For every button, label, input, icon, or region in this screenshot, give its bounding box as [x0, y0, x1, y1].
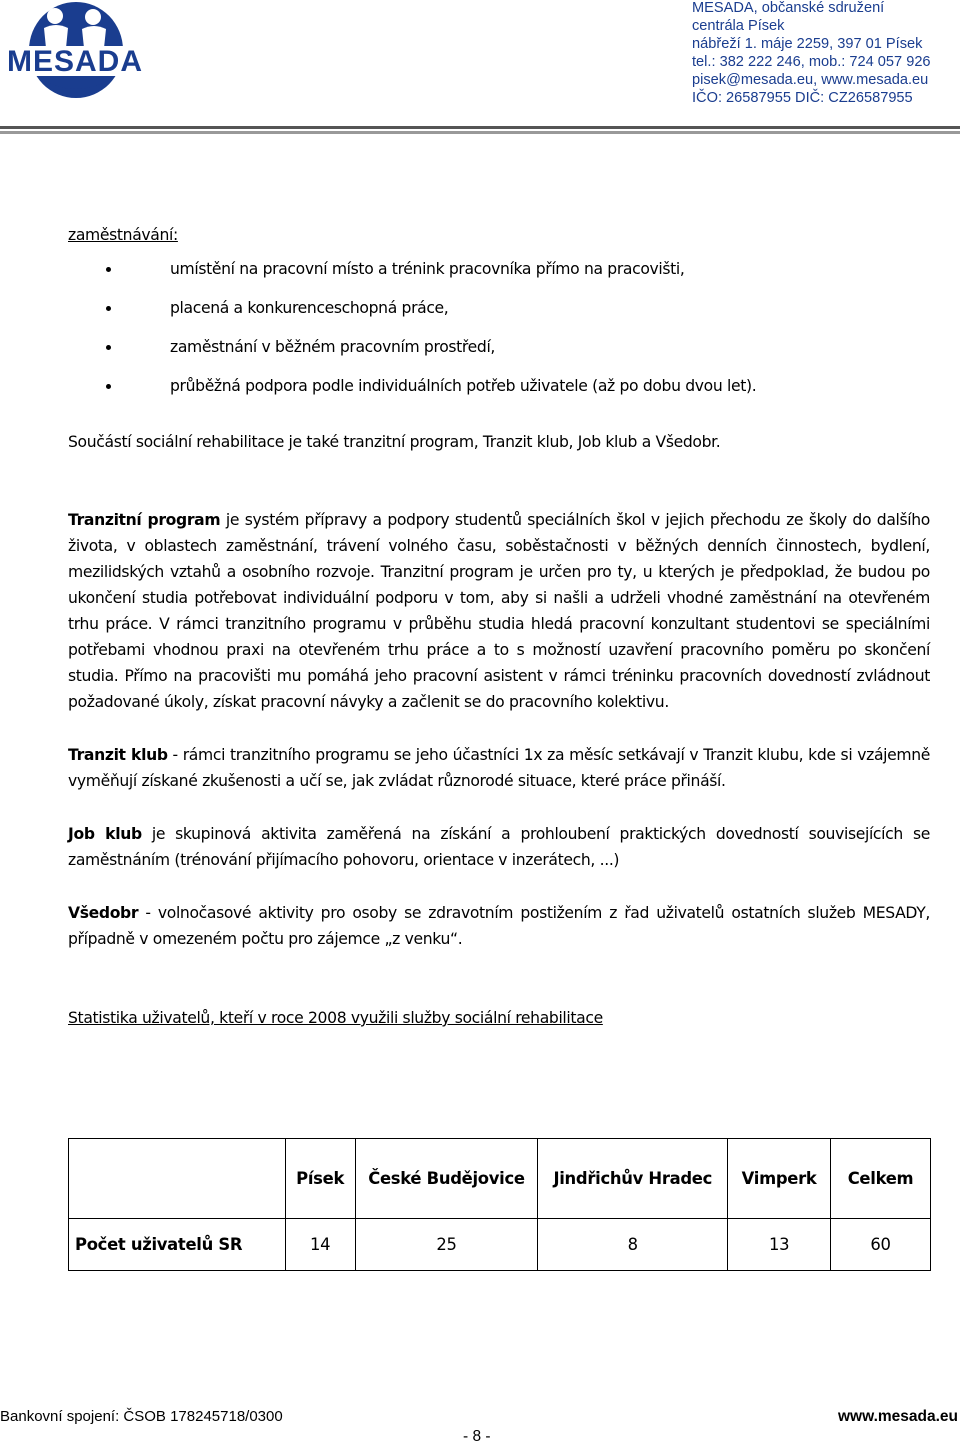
statistics-heading: Statistika uživatelů, kteří v roce 2008 využili služby sociální rehabilitace [68, 1009, 603, 1027]
bullet-dot [106, 384, 111, 389]
table-header-cell: Jindřichův Hradec [538, 1139, 728, 1219]
table-cell: 13 [728, 1219, 831, 1271]
vsedobr-paragraph: Všedobr - volnočasové aktivity pro osoby se zdravotním postižením z řad uživatelů ostatních služeb MESADY, případně v omezeném počtu pro zájemce „z venku“. [68, 904, 930, 948]
org-branch: centrála Písek [692, 17, 785, 34]
page-number: - 8 - [463, 1428, 491, 1445]
org-phone: tel.: 382 222 246, mob.: 724 057 926 [692, 53, 931, 70]
bullet-dot [106, 345, 111, 350]
section-heading-employment: zaměstnávání: [68, 226, 178, 244]
list-item: průběžná podpora podle individuálních potřeb uživatele (až po dobu dvou let). [68, 373, 930, 399]
table-header-cell: České Budějovice [355, 1139, 538, 1219]
summary-paragraph: Součástí sociální rehabilitace je také tranzitní program, Tranzit klub, Job klub a Všedobr. [68, 433, 721, 451]
table-cell: 60 [831, 1219, 931, 1271]
bullet-dot [106, 306, 111, 311]
table-header-cell: Vimperk [728, 1139, 831, 1219]
mesada-logo [0, 0, 150, 104]
list-item: zaměstnání v běžném pracovním prostředí, [68, 334, 930, 360]
table-cell: 25 [355, 1219, 538, 1271]
tranzit-program-paragraph: Tranzitní program je systém přípravy a podpory studentů speciálních škol v jejich přechodu ze školy do dalšího života, v oblastech zaměstnání, trávení volného času, soběstačnosti v běžných denních činnostech, bydlení, mezilidských vztahů a osobního rozvoje. Tranzitní program je určen pro ty, u kterých je předpoklad, že budou po ukončení studia potřebovat individuální podporu v tom, aby si našli a udrželi vhodné zaměstnání na otevřeném trhu práce. V rámci tranzitního programu v průběhu studia hledá pracovní konzultant studentovi se speciálními potřebami vhodnou praxi na otevřeném trhu práce a to s možností uzavření pracovního poměru po skončení studia. Přímo na pracovišti mu pomáhá jeho pracovní asistent v rámci tréninku pracovních dovedností zvládnout požadované úkoly, získat pracovní návyky a začlenit se do pracovního kolektivu. [68, 511, 930, 711]
bullet-dot [106, 267, 111, 272]
list-item: placená a konkurenceschopná práce, [68, 295, 930, 321]
document-body [68, 222, 930, 1031]
term-tranzit-klub: Tranzit klub [68, 746, 168, 764]
table-cell: 8 [538, 1219, 728, 1271]
term-tranzit-program: Tranzitní program [68, 511, 221, 529]
footer-bank-info: Bankovní spojení: ČSOB 178245718/0300 [0, 1408, 283, 1425]
term-vsedobr: Všedobr [68, 904, 139, 922]
org-ids: IČO: 26587955 DIČ: CZ26587955 [692, 89, 913, 106]
job-klub-paragraph: Job klub je skupinová aktivita zaměřená na získání a prohloubení praktických dovedností souvisejících se zaměstnáním (trénování přijímacího pohovoru, orientace v inzerátech, ...) [68, 825, 930, 869]
table-row [69, 1219, 931, 1271]
term-job-klub: Job klub [68, 825, 142, 843]
tranzit-klub-paragraph: Tranzit klub - rámci tranzitního programu se jeho účastníci 1x za měsíc setkávají v Tranzit klubu, kde si vzájemně vyměňují získané zkušenosti a učí se, jak zvládat různorodé situace, které práce přináší. [68, 746, 930, 790]
logo-wordmark: MESADA [6, 45, 144, 78]
list-item: umístění na pracovní místo a trénink pracovníka přímo na pracovišti, [68, 256, 930, 282]
statistics-table [68, 1138, 931, 1271]
footer-website: www.mesada.eu [837, 1408, 958, 1425]
org-street: nábřeží 1. máje 2259, 397 01 Písek [692, 35, 923, 52]
table-cell: 14 [285, 1219, 355, 1271]
header-divider [0, 126, 960, 134]
org-name: MESADA, občanské sdružení [692, 0, 885, 16]
table-header-cell [69, 1139, 286, 1219]
org-email-web: pisek@mesada.eu, www.mesada.eu [692, 71, 929, 88]
organization-address [692, 0, 956, 107]
table-header-cell: Písek [285, 1139, 355, 1219]
employment-bullet-list [68, 256, 930, 399]
table-row-label: Počet uživatelů SR [69, 1219, 286, 1271]
table-header-row [69, 1139, 931, 1219]
table-header-cell: Celkem [831, 1139, 931, 1219]
